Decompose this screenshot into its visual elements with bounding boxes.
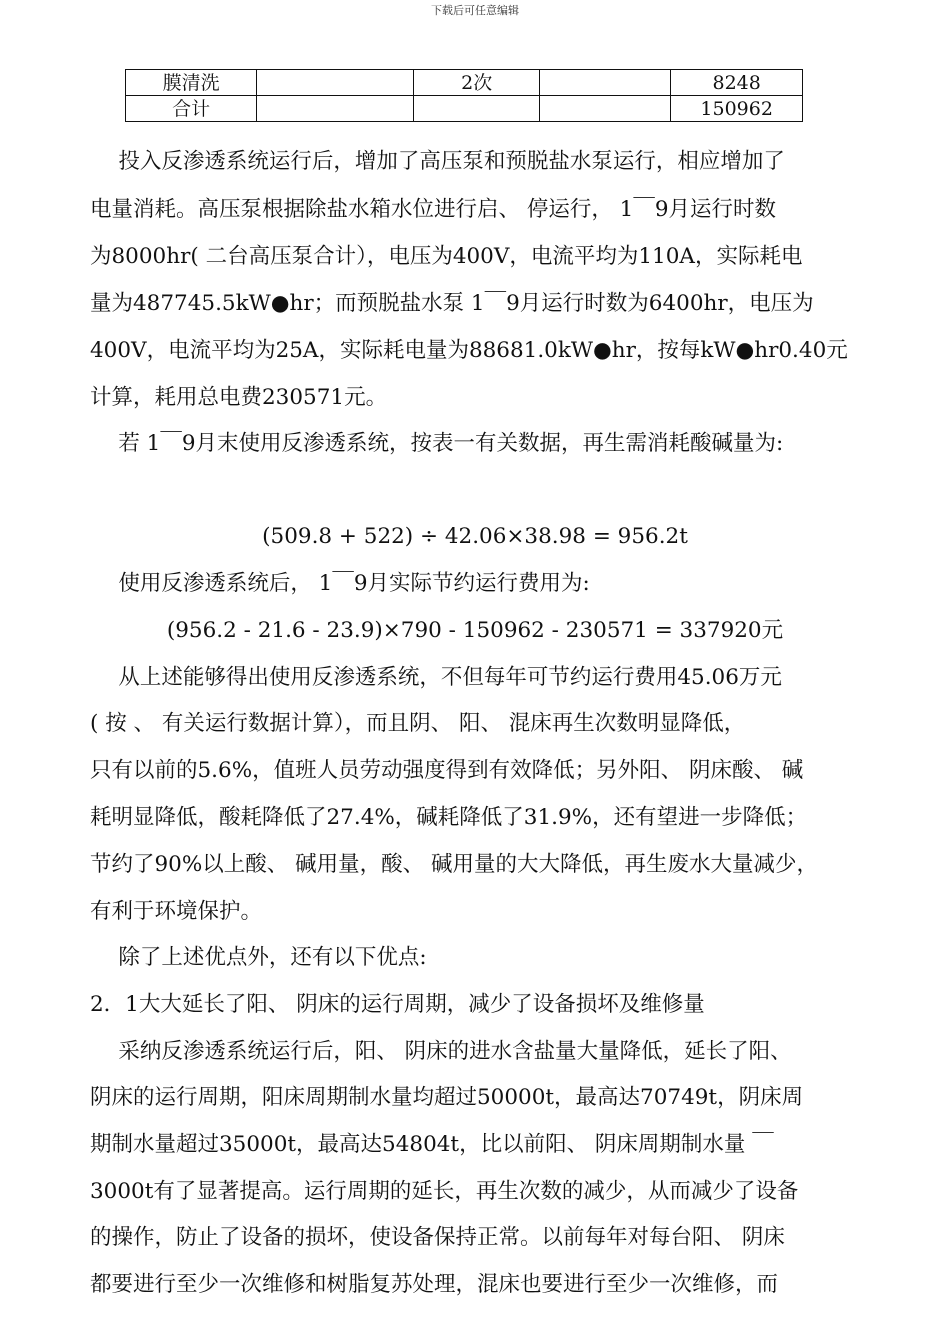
formula-line: (509.8 + 522) ÷ 42.06×38.98 = 956.2t (262, 524, 688, 549)
table-cell: 8248 (671, 70, 803, 96)
table-cell: 膜清洗 (126, 70, 257, 96)
page-header: 下载后可任意编辑 (431, 4, 519, 17)
text-line: 的操作，防止了设备的损坏，使设备保持正常。以前每年对每台阳、 阴床 (90, 1225, 785, 1250)
table-cell (540, 70, 671, 96)
text-line: 若 1￣9月末使用反渗透系统，按表一有关数据，再生需消耗酸碱量为: (90, 431, 784, 456)
table-row (126, 96, 803, 122)
table-cell (257, 70, 414, 96)
text-line: 从上述能够得出使用反渗透系统，不但每年可节约运行费用45.06万元 (90, 665, 782, 690)
text-line: 为8000hr( 二台高压泵合计），电压为400V，电流平均为110A，实际耗电 (90, 244, 803, 269)
text-line: 阴床的运行周期，阳床周期制水量均超过50000t，最高达70749t，阴床周 (90, 1085, 804, 1110)
text-line: 只有以前的5.6%，值班人员劳动强度得到有效降低；另外阳、 阴床酸、 碱 (90, 758, 804, 783)
cost-table (125, 69, 803, 122)
text-line: 有利于环境保护。 (90, 899, 263, 924)
text-line: 投入反渗透系统运行后，增加了高压泵和预脱盐水泵运行，相应增加了 (90, 149, 785, 174)
table-cell (540, 96, 671, 122)
table-cell: 150962 (671, 96, 803, 122)
table-row (126, 70, 803, 96)
text-line: 除了上述优点外，还有以下优点: (90, 945, 427, 970)
text-line: 电量消耗。高压泵根据除盐水箱水位进行启、 停运行， 1￣9月运行时数 (90, 197, 777, 222)
text-line: 使用反渗透系统后， 1￣9月实际节约运行费用为: (90, 571, 590, 596)
text-line: 3000t有了显著提高。运行周期的延长，再生次数的减少，从而减少了设备 (90, 1179, 799, 1204)
text-line: 量为487745.5kW●hr；而预脱盐水泵 1￣9月运行时数为6400hr，电压为 (90, 291, 814, 316)
text-line: 耗明显降低，酸耗降低了27.4%，碱耗降低了31.9%，还有望进一步降低； (90, 805, 808, 830)
text-line: 采纳反渗透系统运行后，阳、 阴床的进水含盐量大量降低，延长了阳、 (90, 1039, 792, 1064)
text-line: 节约了90%以上酸、 碱用量，酸、 碱用量的大大降低，再生废水大量减少， (90, 852, 818, 877)
table-cell: 合计 (126, 96, 257, 122)
text-line: 都要进行至少一次维修和树脂复苏处理，混床也要进行至少一次维修，而 (90, 1272, 779, 1297)
formula-line: (956.2 - 21.6 - 23.9)×790 - 150962 - 230571 = 337920元 (166, 618, 784, 643)
table-cell (257, 96, 414, 122)
text-line: 计算，耗用总电费230571元。 (90, 385, 388, 410)
table-cell (414, 96, 540, 122)
text-line: ( 按 、 有关运行数据计算），而且阴、 阳、 混床再生次数明显降低， (90, 711, 746, 736)
text-line: 期制水量超过35000t，最高达54804t，比以前阳、 阴床周期制水量 ￣ (90, 1132, 774, 1157)
text-line: 400V，电流平均为25A，实际耗电量为88681.0kW●hr，按每kW●hr0.40元 (90, 338, 848, 363)
section-heading: 2．1大大延长了阳、 阴床的运行周期，减少了设备损坏及维修量 (90, 992, 705, 1017)
table-cell: 2次 (414, 70, 540, 96)
